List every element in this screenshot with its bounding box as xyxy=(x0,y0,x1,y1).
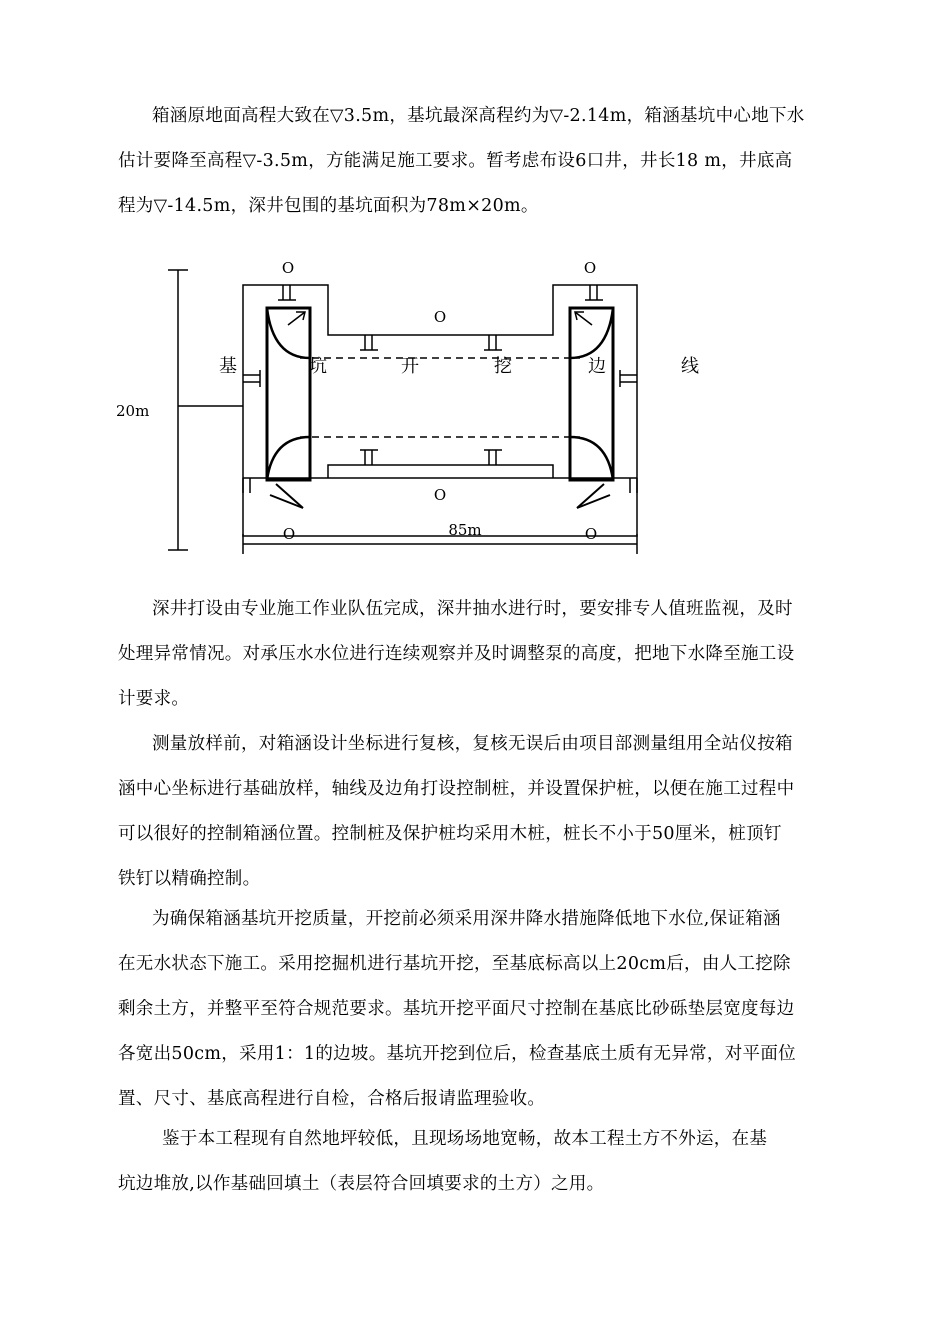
paragraph-line: 在无水状态下施工。采用挖掘机进行基坑开挖，至基底标高以上20cm后，由人工挖除 xyxy=(118,954,791,974)
excavation-label-char: 开 xyxy=(401,356,419,377)
paragraph-line: 涵中心坐标进行基础放样，轴线及边角打设控制桩，并设置保护桩，以便在施工过程中 xyxy=(118,779,795,799)
paragraph-line: 剩余土方，并整平至符合规范要求。基坑开挖平面尺寸控制在基底比砂砾垫层宽度每边 xyxy=(118,999,795,1019)
paragraph-3 xyxy=(118,722,850,902)
paragraph-line: 测量放样前，对箱涵设计坐标进行复核，复核无误后由项目部测量组用全站仪按箱 xyxy=(152,734,793,754)
arrow xyxy=(575,312,592,325)
well-marker: O xyxy=(282,525,296,543)
well-marker: O xyxy=(584,525,598,543)
well-marker: O xyxy=(433,486,447,504)
arrow xyxy=(577,495,610,508)
paragraph-line: 程为▽-14.5m，深井包围的基坑面积为78m×20m。 xyxy=(118,196,539,216)
excavation-label-char: 挖 xyxy=(494,356,512,377)
paragraph-line: 处理异常情况。对承压水水位进行连续观察并及时调整泵的高度，把地下水降至施工设 xyxy=(118,644,795,664)
paragraph-2 xyxy=(118,587,850,722)
excavation-label-char: 坑 xyxy=(309,356,327,377)
paragraph-line: 各宽出50cm，采用1：1的边坡。基坑开挖到位后，检查基底土质有无异常，对平面位 xyxy=(118,1044,796,1064)
well-marker: O xyxy=(281,259,295,277)
paragraph-4 xyxy=(118,897,850,1122)
pump-mark xyxy=(630,478,637,493)
excavation-label-char-last: 线 xyxy=(681,356,699,377)
paragraph-line: 估计要降至高程▽-3.5m，方能满足施工要求。暂考虑布设6口井，井长18 m，井底高 xyxy=(118,151,793,171)
right-flow-curve xyxy=(570,437,613,480)
dewatering-well-layout-diagram xyxy=(100,250,660,570)
box-culvert-bottom-outline xyxy=(328,465,553,478)
arrow xyxy=(276,484,303,508)
pump-mark xyxy=(484,450,502,465)
paragraph-line: 铁钉以精确控制。 xyxy=(118,869,261,889)
paragraph-line: 坑边堆放,以作基础回填土（表层符合回填要求的土方）之用。 xyxy=(118,1174,605,1194)
paragraph-line: 计要求。 xyxy=(118,689,190,709)
pump-mark xyxy=(243,478,250,493)
well-marker: O xyxy=(433,308,447,326)
pump-mark xyxy=(278,285,296,300)
paragraph-1 xyxy=(118,94,850,229)
paragraph-line: 为确保箱涵基坑开挖质量，开挖前必须采用深井降水措施降低地下水位,保证箱涵 xyxy=(152,909,781,929)
arrow xyxy=(270,495,303,508)
paragraph-line: 深井打设由专业施工作业队伍完成，深井抽水进行时，要安排专人值班监视，及时 xyxy=(152,599,793,619)
pump-mark xyxy=(243,370,260,387)
pump-mark xyxy=(360,335,378,350)
length-label: 85m xyxy=(448,521,482,539)
well-marker: O xyxy=(583,259,597,277)
left-flow-curve xyxy=(267,437,310,480)
arrow xyxy=(288,312,305,325)
pump-mark xyxy=(360,450,378,465)
paragraph-line: 可以很好的控制箱涵位置。控制桩及保护桩均采用木桩，桩长不小于50厘米，桩顶钉 xyxy=(118,824,782,844)
width-label: 20m xyxy=(116,402,150,420)
excavation-label-char: 基 xyxy=(219,356,237,377)
pump-mark xyxy=(585,285,603,300)
pump-mark xyxy=(484,335,502,350)
paragraph-line: 箱涵原地面高程大致在▽3.5m，基坑最深高程约为▽-2.14m，箱涵基坑中心地下水 xyxy=(152,106,805,126)
paragraph-line: 置、尺寸、基底高程进行自检，合格后报请监理验收。 xyxy=(118,1089,546,1109)
paragraph-5 xyxy=(118,1117,850,1207)
pump-mark xyxy=(620,370,637,387)
arrow xyxy=(577,484,604,508)
excavation-label-char: 边 xyxy=(588,356,606,377)
paragraph-line: 鉴于本工程现有自然地坪较低，且现场场地宽畅，故本工程土方不外运，在基 xyxy=(162,1129,768,1149)
